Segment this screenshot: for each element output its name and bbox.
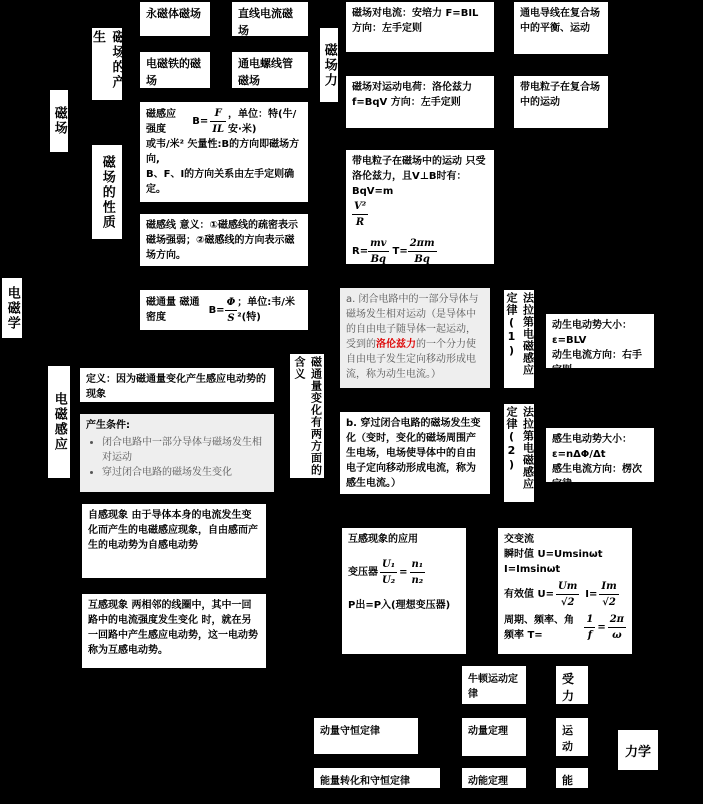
circle-r-prefix: R=	[352, 246, 369, 257]
mechanics-label: 力学	[624, 744, 651, 760]
conditions-box	[80, 414, 274, 492]
transformer-box	[342, 528, 466, 654]
transformer-eq: =	[399, 567, 408, 578]
motion2-text: 带电粒子在复合场中的运动	[520, 82, 600, 108]
flux-label: 磁通量 磁通密度	[146, 297, 200, 323]
faraday1-label: 法拉第电磁感应定律(1)	[505, 292, 535, 376]
motion1-box	[514, 2, 608, 54]
ac-period-num2: 2π	[608, 612, 626, 628]
ac-instant: 瞬时值 U=Umsinωt I=Imsinωt	[504, 549, 603, 575]
ac-eff-den: √2	[560, 597, 575, 608]
origin-item-1	[140, 2, 210, 36]
motion-mech-label: 运动	[562, 724, 573, 753]
energy-mech-label: 能量	[562, 774, 573, 803]
condition-item: • 闭合电路中一部分导体与磁场发生相对运动	[102, 435, 268, 465]
energy-conservation-label: 能量转化和守恒定律	[320, 776, 410, 787]
force-label: 磁场力	[321, 42, 337, 88]
mechanics-node	[618, 730, 658, 770]
intensity-unit: ，单位：特(牛/安·米)	[228, 108, 297, 135]
flux-num: Φ	[225, 295, 238, 311]
circle-t-frac	[408, 236, 437, 267]
lines-text: 磁感线 意义：①磁感线的疏密表示磁场强弱；②磁感线的方向表示磁场方向。	[146, 220, 298, 261]
self-induction-text: 自感现象 由于导体本身的电流发生变化而产生的电磁感应现象，自由感而产生的电动势为自感电动势	[88, 510, 258, 551]
motion2-box	[514, 76, 608, 128]
faraday2-node	[504, 404, 534, 502]
motion-mech-box	[556, 718, 588, 756]
ac-eff-num: Um	[556, 579, 579, 595]
newton-law-box	[462, 666, 526, 704]
ac-eff-num2: Im	[599, 579, 618, 595]
intensity-line2: 或韦/米² 矢量性:B的方向即磁场方向,	[146, 139, 300, 165]
ac-period-frac1	[584, 612, 595, 643]
lines-box	[140, 214, 308, 266]
intensity-num: F	[210, 106, 226, 122]
ac-period-eq: =	[597, 622, 606, 633]
motion1-text: 通电导线在复合场中的平衡、运动	[520, 8, 600, 34]
case-a-text: a. 闭合电路中的一部分导体与磁场发生相对运动（是导体中的自由电子随导体一起运动，受到的	[346, 294, 479, 350]
ampere-box	[346, 2, 494, 52]
magnetism-label: 磁场	[51, 106, 67, 136]
kinetic-box	[462, 768, 526, 788]
ampere-text: 磁场对电流：安培力 F=BIL 方向：左手定则	[352, 8, 479, 34]
intensity-line3: B、F、I的方向关系由左手定则确定。	[146, 169, 295, 195]
case-b-box	[340, 412, 490, 494]
flux-den: S	[227, 312, 235, 324]
circle-frac1	[352, 199, 368, 230]
flux-prefix: B=	[208, 304, 225, 316]
induction-label: 电磁感应	[51, 392, 67, 452]
magnetism-origin-label: 磁场的产生	[90, 30, 125, 90]
root-label: 电磁学	[4, 285, 20, 331]
origin-item-2-label: 直线电流磁场	[238, 7, 293, 37]
ac-eff-i: I=	[585, 589, 598, 600]
conditions-title: 产生条件:	[86, 420, 130, 431]
mutual-induction-box	[82, 594, 266, 668]
induced-line2: 感生电流方向：楞次定律	[552, 464, 642, 490]
origin-item-4	[232, 52, 308, 88]
intensity-prefix: B=	[192, 116, 209, 127]
flux-unit: ；单位:韦/米²(特)	[237, 297, 295, 323]
transformer-frac2-den: n₂	[411, 575, 424, 586]
motional-line1: 动生电动势大小：ε=BLV	[552, 320, 632, 346]
ac-period-frac2	[608, 612, 626, 643]
magnetism-node	[50, 90, 68, 152]
momentum-conservation-label: 动量守恒定律	[320, 726, 380, 737]
magnetism-nature-node	[92, 145, 122, 239]
faraday1-node	[504, 290, 534, 388]
newton-law-label: 牛顿运动定律	[468, 674, 518, 700]
circle-frac1-den: R	[355, 217, 365, 228]
meaning-label: 磁通量变化有两方面的含义	[293, 356, 323, 476]
force-mech-box	[556, 666, 588, 704]
ac-eff-label: 有效值 U=	[504, 589, 554, 600]
transformer-frac1-den: U₂	[382, 575, 396, 586]
momentum-theorem-label: 动量定理	[468, 726, 508, 737]
intensity-label: 磁感应强度	[146, 108, 176, 135]
ac-eff-frac1	[556, 579, 579, 610]
ac-period: 周期、频率、角频率 T=	[504, 614, 574, 641]
circle-t-prefix: T=	[392, 246, 408, 257]
lorentz-box	[346, 76, 494, 128]
kinetic-label: 动能定理	[468, 776, 508, 787]
motional-line2: 动生电流方向：右手定则	[552, 350, 642, 376]
origin-item-1-label: 永磁体磁场	[146, 7, 201, 20]
transformer-frac2	[410, 557, 426, 588]
transformer-frac1-num: U₁	[380, 557, 397, 573]
ac-box	[498, 528, 632, 654]
case-a-text-post: 的一个分力使自由电子发生定向移动形成电流，称为动生电流。）	[346, 339, 476, 380]
motional-box	[546, 314, 654, 376]
case-a-box	[340, 288, 490, 388]
induced-box	[546, 428, 654, 490]
transformer-frac2-num: n₁	[410, 557, 426, 573]
origin-item-3-label: 电磁铁的磁场	[146, 57, 201, 87]
circle-r-frac	[368, 236, 388, 267]
root-node	[2, 278, 22, 338]
case-b-text: b. 穿过闭合电路的磁场发生变化（变时，变化的磁场周围产生电场，电场使导体中的自由电子定向移动形成电流，称为感生电流。）	[346, 418, 481, 489]
force-mech-label: 受力	[562, 672, 575, 703]
magnetism-origin-node	[90, 28, 125, 100]
origin-item-3	[140, 52, 210, 88]
ac-eff-den2: √2	[602, 597, 616, 608]
lorentz-text: 磁场对运动电荷：洛伦兹力 f=BqV 方向：左手定则	[352, 82, 472, 108]
ac-period-num: 1	[584, 612, 595, 628]
origin-item-4-label: 通电螺线管磁场	[238, 57, 293, 87]
ac-title: 交变流	[504, 534, 534, 545]
ac-period-den2: ω	[612, 630, 622, 641]
flux-fraction	[225, 295, 238, 326]
induced-line1: 感生电动势大小：ε=nΔΦ/Δt	[552, 434, 632, 460]
circle-intro: 带电粒子在磁场中的运动 只受洛伦兹力，且V⊥B时有：BqV=m	[352, 156, 486, 197]
circle-t-num: 2πm	[408, 236, 437, 252]
energy-conservation-box	[314, 768, 440, 788]
induction-definition-text: 定义：因为磁通量变化产生感应电动势的现象	[86, 374, 266, 400]
circle-r-den: Bq	[370, 254, 387, 265]
induction-definition	[80, 368, 274, 402]
momentum-theorem-box	[462, 718, 526, 756]
force-node	[320, 28, 338, 102]
circle-frac1-num: V²	[352, 199, 368, 215]
magnetism-nature-label: 磁场的性质	[99, 154, 115, 230]
origin-item-2	[232, 2, 308, 36]
energy-mech-box	[556, 768, 588, 803]
transformer-title: 互感现象的应用	[348, 534, 418, 545]
circle-box	[346, 150, 494, 264]
ac-eff-frac2	[599, 579, 618, 610]
intensity-den: IL	[212, 124, 225, 135]
case-a-red: 洛伦兹力	[376, 339, 416, 350]
conditions-list	[86, 435, 268, 480]
intensity-box	[140, 102, 308, 202]
self-induction-box	[82, 504, 266, 578]
meaning-node	[290, 354, 324, 478]
intensity-fraction	[210, 106, 226, 137]
momentum-conservation-box	[314, 718, 418, 754]
faraday2-label: 法拉第电磁感应定律(2)	[505, 406, 535, 490]
ac-period-den: f	[587, 630, 592, 641]
flux-box	[140, 290, 308, 330]
mutual-induction-text: 互感现象 两相邻的线圈中，其中一回路中的电流强度发生变化 时，就在另一回路中产生感应电动势，这一电动势称为互感电动势。	[88, 600, 258, 656]
transformer-label: 变压器	[348, 567, 378, 578]
transformer-power: P出=P入(理想变压器)	[348, 600, 451, 611]
induction-node	[48, 366, 70, 478]
condition-item: • 穿过闭合电路的磁场发生变化	[102, 465, 268, 480]
circle-t-den: Bq	[414, 254, 430, 265]
transformer-frac1	[380, 557, 397, 588]
circle-r-num: mv	[368, 236, 388, 252]
